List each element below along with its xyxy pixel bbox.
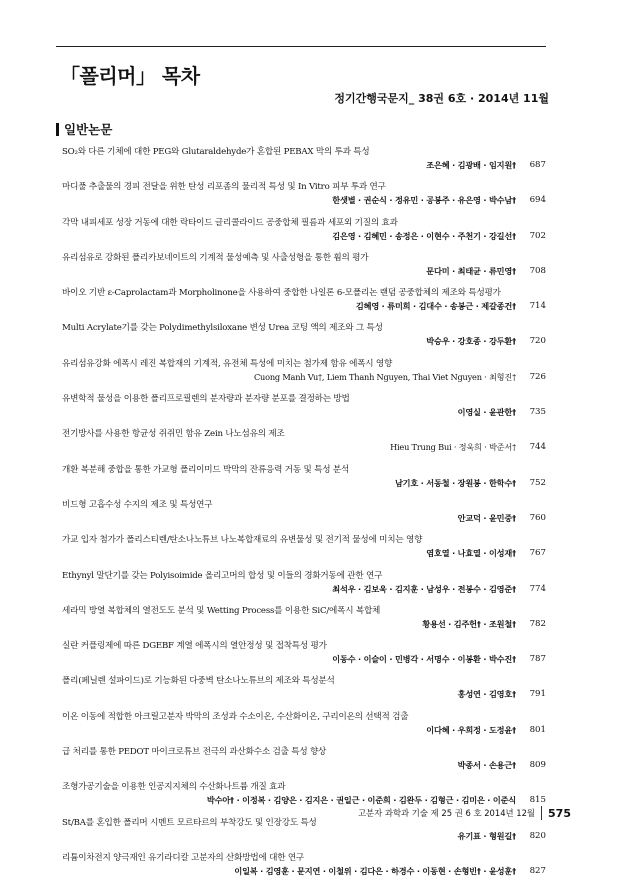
entry-title[interactable]: 이온 이동에 적합한 아크릴고분자 박막의 조성과 수소이온, 수산화이온, 구리이온의 선택적 검출	[62, 711, 409, 722]
toc-entry[interactable]	[62, 283, 546, 318]
entry-authors: 박승우 · 강호종 · 강두환†	[426, 336, 516, 347]
entry-page: 720	[529, 336, 546, 347]
entry-title[interactable]: 유변학적 물성을 이용한 폴리프로필렌의 분자량과 분자량 분포를 결정하는 방법	[62, 394, 350, 405]
entry-title[interactable]: SO₂와 다른 기체에 대한 PEG와 Glutaraldehyde가 혼합된 PEBAX 막의 투과 특성	[62, 147, 370, 157]
entry-authors: 문다미 · 최태균 · 류민영†	[426, 265, 516, 276]
toc-entry[interactable]	[62, 636, 546, 671]
entry-title[interactable]: 유리섬유강화 에폭시 레진 복합재의 기계적, 유전체 특성에 미치는 첨가제 함유 에폭시 영향	[62, 358, 393, 369]
section-heading	[56, 120, 112, 138]
entry-authors: 이다혜 · 우희정 · 도정윤†	[426, 724, 516, 735]
entry-title[interactable]: Ethynyl 말단기를 갖는 Polyisoimide 올리고머의 합성 및 이들의 경화거동에 관한 연구	[62, 570, 383, 581]
toc-entry[interactable]	[62, 671, 546, 706]
entry-title[interactable]: 실란 커플링제에 따른 DGEBF 계열 에폭시의 열안정성 및 접착특성 평가	[62, 641, 327, 652]
entry-authors: 김혜영 · 류미희 · 김대수 · 송봉근 · 제갈종건†	[355, 301, 516, 312]
page-number: 575	[548, 806, 571, 820]
entry-page: 735	[529, 407, 546, 418]
entry-page: 774	[529, 583, 546, 594]
section-marker	[56, 123, 59, 136]
footer-journal: 고분자 과학과 기술 제 25 권 6 호 2014년 12월	[357, 808, 536, 818]
page-footer	[358, 806, 571, 820]
entry-page: 827	[529, 865, 546, 876]
toc-entry[interactable]	[62, 707, 546, 742]
entry-title[interactable]: 급 처리를 통한 PEDOT 마이크로튜브 전극의 과산화수소 검출 특성 향상	[62, 747, 327, 758]
toc-entry[interactable]	[62, 460, 546, 495]
entry-authors: 한샛별 · 권순식 · 정유민 · 공봉주 · 유은영 · 박수남†	[332, 195, 516, 206]
entry-authors: 홍성연 · 김영호†	[457, 689, 516, 700]
entry-page: 714	[529, 301, 546, 312]
toc-entry[interactable]	[62, 601, 546, 636]
entry-title[interactable]: 폴리(페닐렌 설파이드)로 기능화된 다중벽 탄소나노튜브의 제조와 특성분석	[62, 676, 335, 687]
entry-authors: 박수아† · 이정복 · 김양은 · 김지은 · 권일근 · 이준희 · 김완두 · 김형근 · 김미은 · 이준식	[206, 795, 516, 806]
section-label: 일반논문	[64, 122, 113, 137]
entry-title[interactable]: 전기방사를 사용한 항균성 쥐쥐민 함유 Zein 나노섬유의 제조	[62, 429, 285, 440]
entry-authors: 이일복 · 김영훈 · 문지연 · 이철위 · 김다은 · 하경수 · 이동현 · 손형빈† · 윤성훈†	[234, 865, 516, 876]
toc-entry[interactable]	[62, 389, 546, 424]
entry-page: 708	[529, 265, 546, 276]
entry-page: 726	[529, 371, 546, 382]
toc-entry[interactable]	[62, 848, 546, 883]
toc-entry[interactable]	[62, 318, 546, 353]
entry-title[interactable]: 조형가공기술을 이용한 인공지지체의 수산화나트륨 개질 효과	[62, 782, 286, 793]
toc-entry[interactable]	[62, 177, 546, 212]
entry-page: 791	[529, 689, 546, 700]
entry-page: 752	[529, 477, 546, 488]
header-rule	[56, 46, 546, 47]
entry-authors: 최석우 · 김보욱 · 김지훈 · 남성우 · 전봉수 · 김영준†	[332, 583, 516, 594]
entry-authors: 이영실 · 윤관한†	[457, 407, 516, 418]
entry-authors: 남기호 · 서동철 · 장원봉 · 한학수†	[394, 477, 516, 488]
entry-title[interactable]: 마디풀 추출물의 경피 전달을 위한 탄성 리포좀의 물리적 특성 및 In Vitro 피부 투과 연구	[62, 182, 386, 193]
entry-authors: 이동수 · 이슬이 · 민병각 · 서명수 · 이봉환 · 박수진†	[332, 654, 516, 665]
entry-page: 787	[529, 654, 546, 665]
entry-page: 782	[529, 618, 546, 629]
entry-authors: Hieu Trung Bui · 정욱희 · 박준서†	[390, 442, 516, 453]
toc-list	[62, 142, 546, 883]
toc-entry[interactable]	[62, 424, 546, 459]
entry-title[interactable]: 세라믹 방열 복합체의 열전도도 분석 및 Wetting Process를 이용한 SiC/에폭시 복합체	[62, 605, 381, 616]
entry-page: 760	[529, 512, 546, 523]
entry-authors: 박종서 · 손용근†	[457, 760, 516, 771]
entry-authors: 안교덕 · 윤민중†	[457, 512, 516, 523]
entry-page: 809	[529, 760, 546, 771]
entry-page: 767	[529, 548, 546, 559]
entry-page: 801	[529, 724, 546, 735]
toc-entry[interactable]	[62, 566, 546, 601]
page-title: 「폴리머」 목차	[60, 64, 200, 88]
entry-title[interactable]: 비드형 고흡수성 수지의 제조 및 특성연구	[62, 499, 213, 510]
entry-authors: 유기표 · 형원길†	[457, 830, 516, 841]
entry-title[interactable]: 바이오 기반 ε-Caprolactam과 Morpholinone을 사용하여 중합한 나일론 6-모폴리논 랜덤 공중합체의 제조와 특성평가	[62, 288, 501, 299]
entry-page: 694	[529, 195, 546, 206]
toc-entry[interactable]	[62, 213, 546, 248]
entry-title[interactable]: 각막 내피세포 성장 거동에 대한 락타이드 글리콜라이드 공중합체 필름과 세포외 기질의 효과	[62, 217, 398, 228]
entry-authors: 김은영 · 김혜민 · 송정은 · 이현수 · 주천기 · 강길선†	[332, 230, 516, 241]
entry-page: 815	[529, 795, 546, 806]
toc-entry[interactable]	[62, 354, 546, 389]
toc-entry[interactable]	[62, 142, 546, 177]
entry-authors: 조은혜 · 김광배 · 임지원†	[426, 160, 516, 170]
entry-title[interactable]: Multi Acrylate기를 갖는 Polydimethylsiloxane 변성 Urea 코팅 액의 제조와 그 특성	[62, 323, 383, 334]
toc-entry[interactable]	[62, 495, 546, 530]
toc-entry[interactable]	[62, 248, 546, 283]
entry-page: 744	[529, 442, 546, 453]
entry-authors: 황용선 · 김주헌† · 조원철†	[422, 618, 516, 629]
toc-entry[interactable]	[62, 742, 546, 777]
entry-authors: Cuong Manh Vu†, Liem Thanh Nguyen, Thai Viet Nguyen · 최형진†	[253, 371, 516, 382]
issue-info: 정기간행국문지_ 38권 6호 · 2014년 11월	[334, 92, 549, 105]
entry-title[interactable]: 유리섬유로 강화된 폴리카보네이트의 기계적 물성예측 및 사출성형을 통한 휨의 평가	[62, 252, 369, 263]
footer-divider	[541, 806, 542, 820]
toc-entry[interactable]	[62, 530, 546, 565]
entry-title[interactable]: 개환 복분해 중합을 통한 가교형 폴리이미드 박막의 잔류응력 거동 및 특성 분석	[62, 464, 350, 475]
entry-page: 687	[529, 160, 546, 170]
entry-title[interactable]: 리튬이차전지 양극재인 유기라디칼 고분자의 산화방법에 대한 연구	[62, 852, 305, 863]
entry-page: 702	[529, 230, 546, 241]
entry-page: 820	[529, 830, 546, 841]
entry-authors: 염호열 · 나효열 · 이성재†	[426, 548, 516, 559]
entry-title[interactable]: 가교 입자 첨가가 폴리스티렌/탄소나노튜브 나노복합재료의 유변물성 및 전기적 물성에 미치는 영향	[62, 535, 423, 546]
entry-title[interactable]: St/BA를 혼입한 폴리머 시멘트 모르타르의 부착강도 및 인장강도 특성	[62, 817, 317, 828]
